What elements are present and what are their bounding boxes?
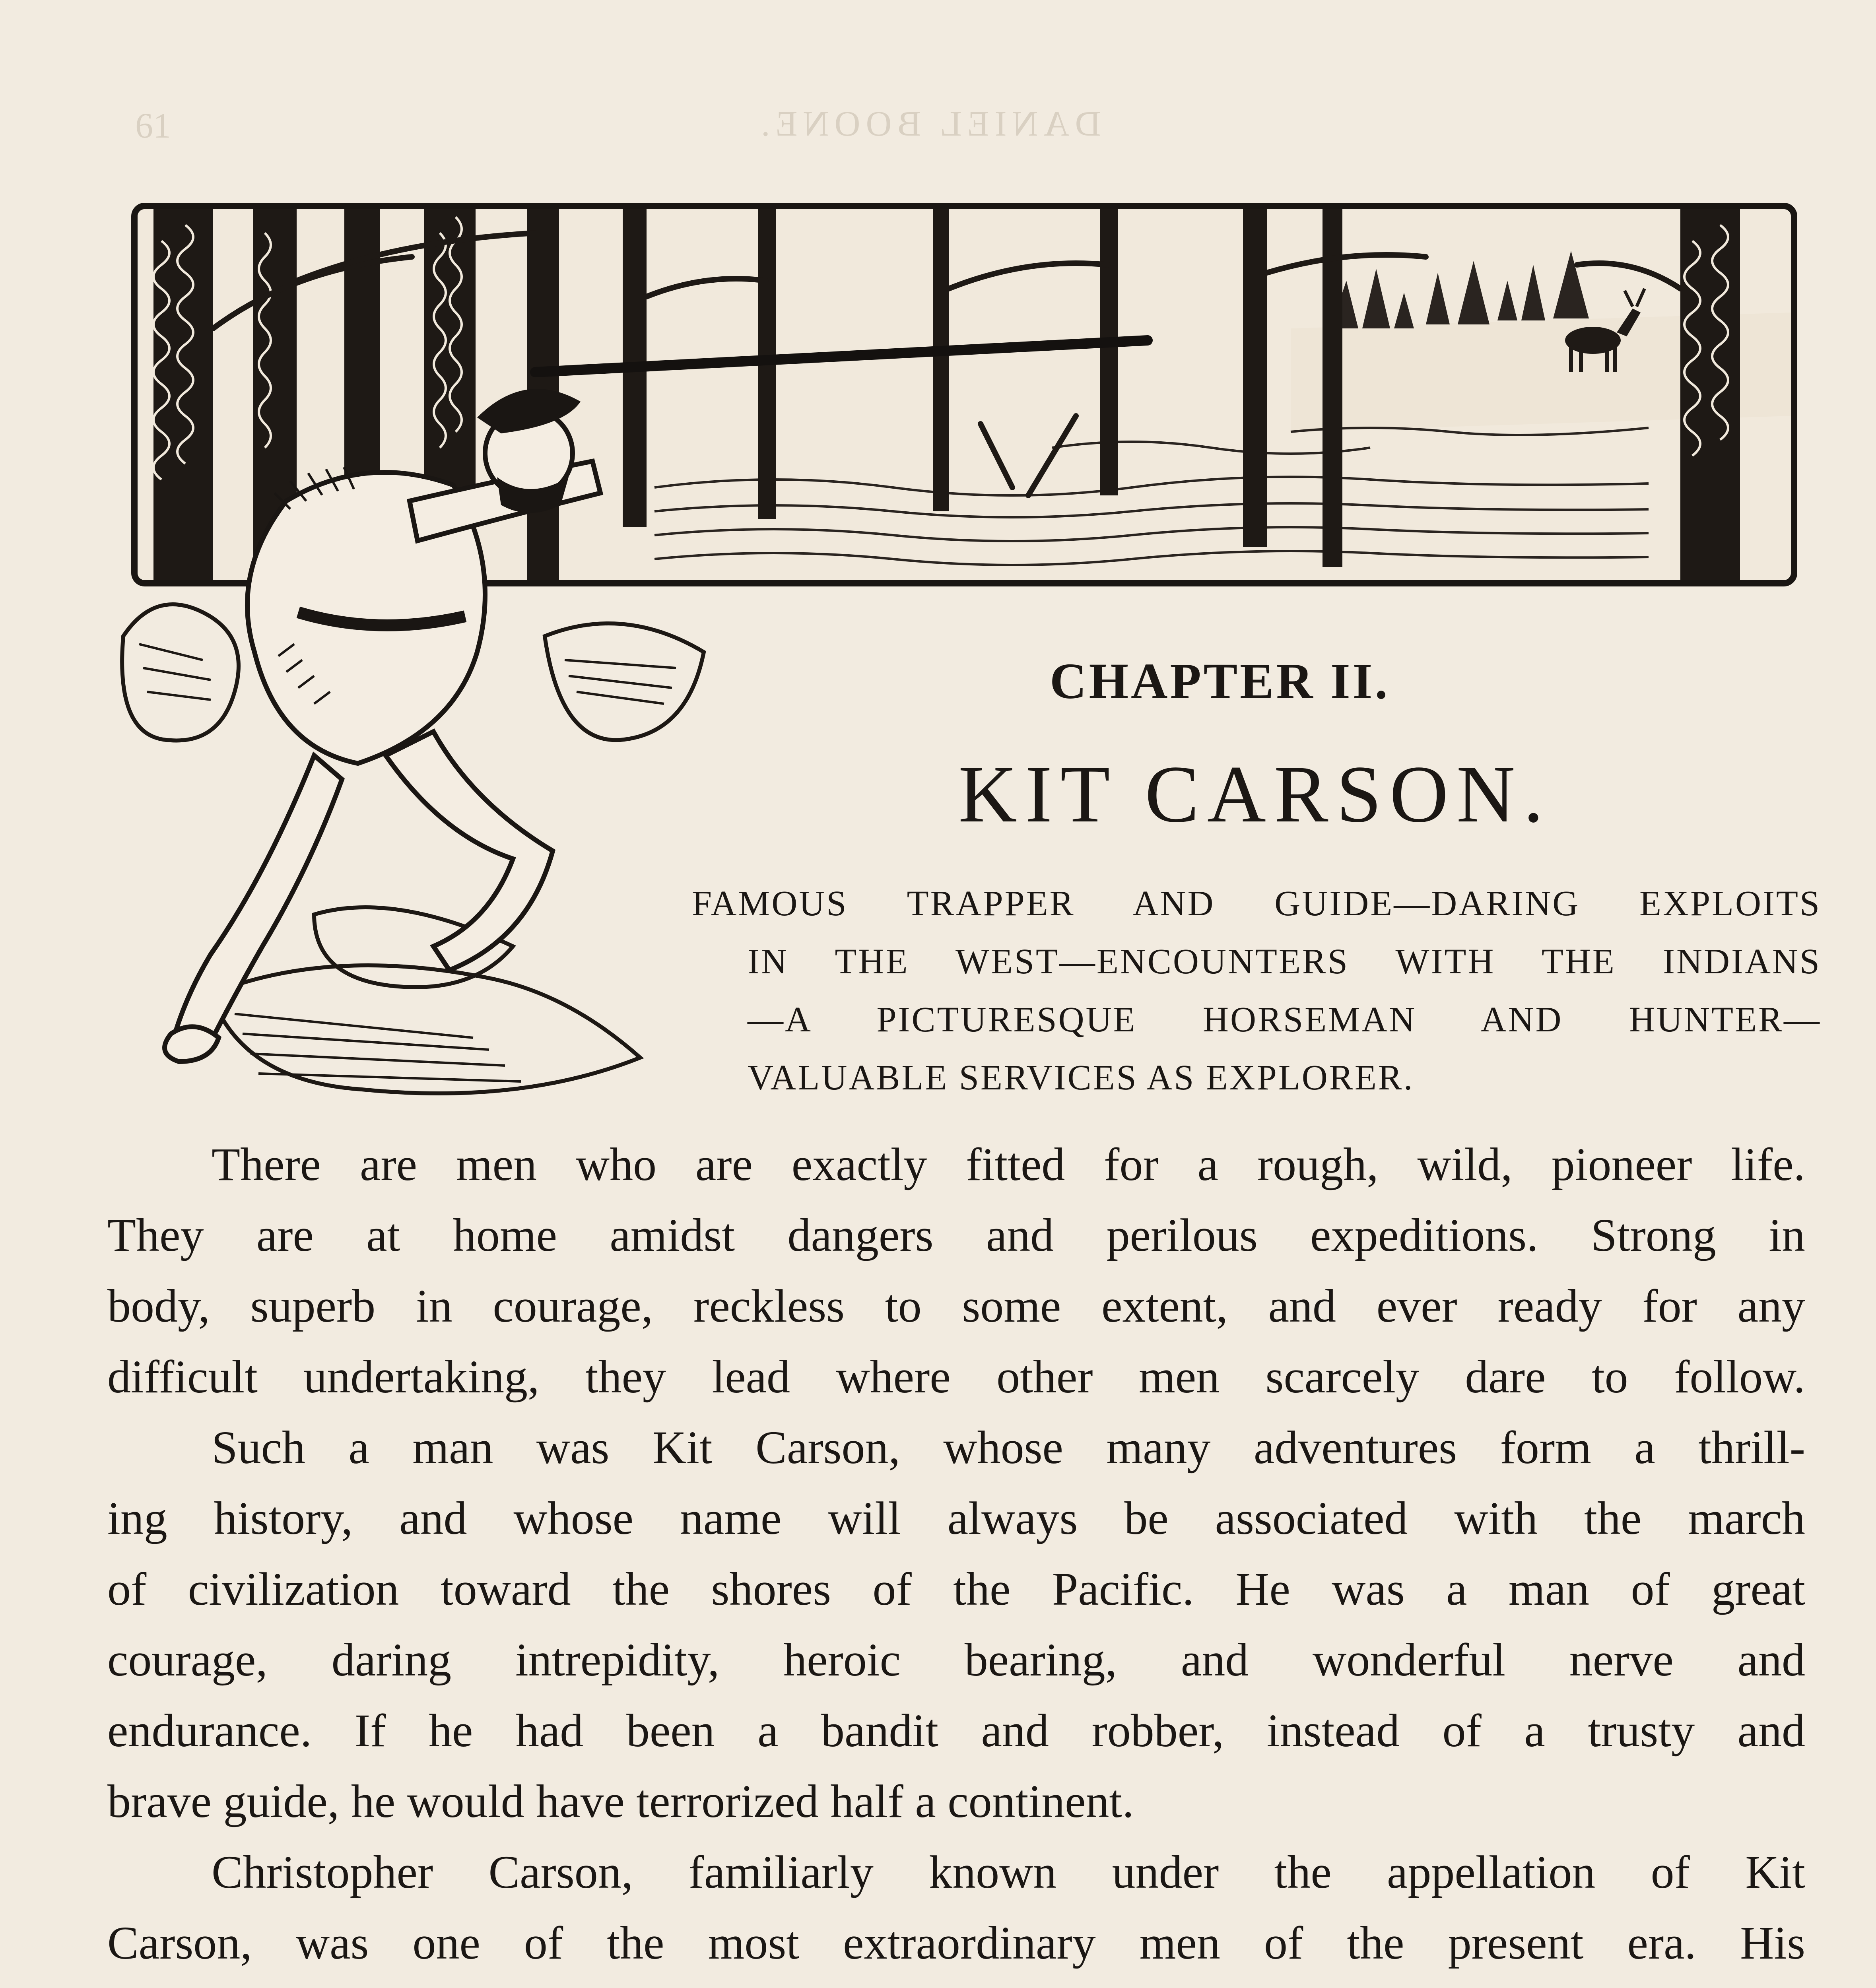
paragraph: [107, 1129, 1805, 1412]
summary-line: —A PICTURESQUE HORSEMAN AND HUNTER—: [748, 1000, 1821, 1039]
summary-line: VALUABLE SERVICES AS EXPLORER.: [748, 1058, 1414, 1097]
bleed-through-running-head: DANIEL BOONE.: [755, 104, 1101, 144]
text-line: [107, 1978, 1805, 1988]
text-line: of civilization toward the shores of the Pacific. He was a man of great: [107, 1563, 1805, 1615]
chapter-label: CHAPTER II.: [1050, 653, 1390, 709]
body-text: [107, 1129, 1805, 1988]
text-line: brave guide, he would have terrorized half a continent.: [107, 1775, 1134, 1827]
summary-line: IN THE WEST—ENCOUNTERS WITH THE INDIANS: [748, 942, 1821, 981]
paragraph: [107, 1837, 1805, 1988]
text-line: body, superb in courage, reckless to some extent, and ever ready for any: [107, 1280, 1805, 1332]
text-line: There are men who are exactly fitted for a rough, wild, pioneer life.: [212, 1138, 1805, 1190]
text-line: Christopher Carson, familiarly known under the appellation of Kit: [212, 1846, 1805, 1898]
chapter-summary: [692, 875, 1821, 1107]
text-line: courage, daring intrepidity, heroic bearing, and wonderful nerve and: [107, 1634, 1805, 1686]
text-line: Such a man was Kit Carson, whose many adventures form a thrill-: [212, 1421, 1805, 1474]
text-line: They are at home amidst dangers and perilous expeditions. Strong in: [107, 1209, 1805, 1261]
summary-line: FAMOUS TRAPPER AND GUIDE—DARING EXPLOITS: [692, 884, 1821, 923]
paragraph: [107, 1412, 1805, 1837]
text-line: ing history, and whose name will always be associated with the march: [107, 1492, 1805, 1544]
text-line: Carson, was one of the most extraordinary men of the present era. His: [107, 1917, 1805, 1969]
text-line: endurance. If he had been a bandit and robber, instead of a trusty and: [107, 1705, 1805, 1757]
chapter-title: KIT CARSON.: [958, 749, 1552, 839]
bleed-through-page-number: 61: [135, 106, 171, 146]
text-line: difficult undertaking, they lead where other men scarcely dare to follow.: [107, 1351, 1805, 1403]
